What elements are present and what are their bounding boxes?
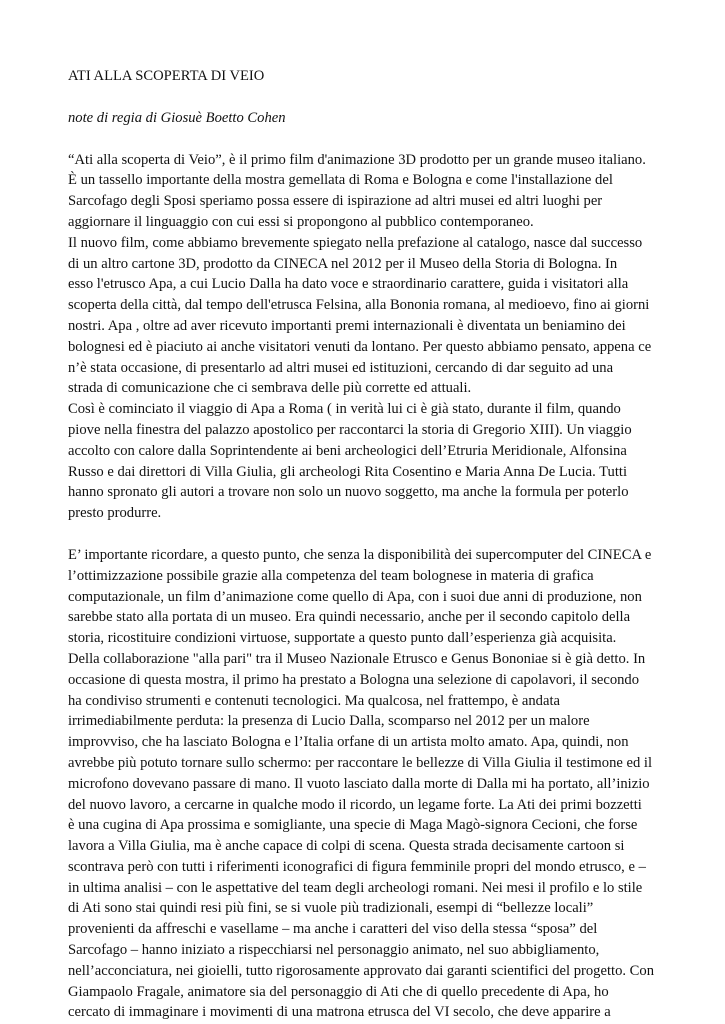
- text-line: bolognesi ed è piaciuto ai anche visitatori venuti da lontano. Per questo abbiamo pensato, appena ce: [68, 338, 652, 355]
- text-line: Il nuovo film, come abbiamo brevemente spiegato nella prefazione al catalogo, nasce dal successo: [68, 234, 643, 251]
- text-line: avrebbe più potuto tornare sullo schermo: per raccontare le bellezze di Villa Giulia il testimone ed il: [68, 754, 653, 771]
- paragraph-1: [68, 150, 668, 524]
- text-line: Sarcofago – hanno iniziato a rispecchiarsi nel personaggio animato, nel suo abbigliamento,: [68, 942, 600, 959]
- text-line: aggiornare il linguaggio con cui essi si propongono al pubblico contemporaneo.: [68, 213, 534, 230]
- document-title: ATI ALLA SCOPERTA DI VEIO: [68, 68, 265, 84]
- text-line: è una cugina di Apa prossima e somigliante, una specie di Maga Magò-signora Cecioni, che forse: [68, 817, 638, 834]
- document-subtitle: note di regia di Giosuè Boetto Cohen: [68, 109, 286, 126]
- text-line: provenienti da affreschi e vasellame – ma anche i caratteri del viso della stessa “sposa” del: [68, 921, 598, 938]
- paragraph-2: [68, 545, 668, 1023]
- text-line: strada di comunicazione che ci sembrava delle più corrette ed attuali.: [68, 380, 472, 397]
- text-line: sarebbe stato alla portata di un museo. Era quindi necessario, anche per il secondo capitolo della: [68, 609, 631, 626]
- text-line: hanno spronato gli autori a trovare non solo un nuovo soggetto, ma anche la formula per poterlo: [68, 484, 629, 501]
- text-line: Della collaborazione "alla pari" tra il Museo Nazionale Etrusco e Genus Bononiae si è già detto. In: [68, 650, 646, 667]
- text-line: del nuovo lavoro, a cercarne in qualche modo il ricordo, un legame forte. La Ati dei primi bozzetti: [68, 796, 642, 813]
- text-line: Giampaolo Fragale, animatore sia del personaggio di Ati che di quello precedente di Apa, ho: [68, 983, 609, 1000]
- text-line: nell’acconciatura, nei gioielli, tutto rigorosamente approvato dai garanti scientifici del progetto. Con: [68, 962, 654, 979]
- text-line: improvviso, che ha lasciato Bologna e l’Italia orfane di un artista molto amato. Apa, quindi, non: [68, 734, 629, 751]
- text-line: di un altro cartone 3D, prodotto da CINECA nel 2012 per il Museo della Storia di Bologna. In: [68, 255, 618, 272]
- text-line: computazionale, un film d’animazione come quello di Apa, con i suoi due anni di produzione, non: [68, 588, 642, 605]
- text-line: scoperta della città, dal tempo dell'etrusca Felsina, alla Bononia romana, al medioevo, fino ai giorni: [68, 297, 650, 314]
- text-line: nostri. Apa , oltre ad aver ricevuto importanti premi internazionali è diventata un beniamino dei: [68, 317, 626, 334]
- text-line: storia, ricostituire condizioni virtuose, supportate a questo punto dall’esperienza già acquisita.: [68, 630, 617, 647]
- text-line: Così è cominciato il viaggio di Apa a Roma ( in verità lui ci è già stato, durante il film, quando: [68, 401, 621, 418]
- text-line: scontrava però con tutti i riferimenti iconografici di figura femminile propri del mondo etrusco, e –: [68, 858, 646, 875]
- text-line: E’ importante ricordare, a questo punto, che senza la disponibilità dei supercomputer del CINECA e: [68, 546, 652, 563]
- text-line: È un tassello importante della mostra gemellata di Roma e Bologna e come l'installazione del: [68, 172, 613, 189]
- text-line: in ultima analisi – con le aspettative del team degli archeologi romani. Nei mesi il profilo e lo stile: [68, 879, 643, 896]
- text-line: microfono dovevano passare di mano. Il vuoto lasciato dalla morte di Dalla mi ha portato, all’inizio: [68, 775, 650, 792]
- text-line: Sarcofago degli Sposi speriamo possa essere di ispirazione ad altri musei ed altri luoghi per: [68, 193, 603, 210]
- text-line: l’ottimizzazione possibile grazie alla competenza del team bolognese in materia di grafica: [68, 567, 594, 584]
- text-line: cercato di immaginare i movimenti di una matrona etrusca del VI secolo, che deve apparire a: [68, 1004, 611, 1021]
- text-line: ha condiviso strumenti e contenuti tecnologici. Ma qualcosa, nel frattempo, è andata: [68, 692, 560, 709]
- text-line: n’è stata occasione, di presentarlo ad altri musei ed istituzioni, cercando di dar seguito ad una: [68, 359, 614, 376]
- text-line: accolto con calore dalla Soprintendente ai beni archeologici dell’Etruria Meridionale, Alfonsina: [68, 442, 627, 459]
- text-line: lavora a Villa Giulia, ma è anche capace di colpi di scena. Questa strada decisamente cartoon si: [68, 838, 625, 855]
- text-line: “Ati alla scoperta di Veio”, è il primo film d'animazione 3D prodotto per un grande museo italiano.: [68, 151, 646, 168]
- text-line: Russo e dai direttori di Villa Giulia, gli archeologi Rita Cosentino e Maria Anna De Lucia. Tutti: [68, 463, 628, 480]
- text-line: occasione di questa mostra, il primo ha prestato a Bologna una selezione di capolavori, il secondo: [68, 671, 640, 688]
- text-line: irrimediabilmente perduta: la presenza di Lucio Dalla, scomparso nel 2012 per un malore: [68, 713, 590, 730]
- text-line: di Ati sono stai quindi resi più fini, se si vuole più tradizionali, esempi di “bellezze locali”: [68, 900, 594, 917]
- text-line: esso l'etrusco Apa, a cui Lucio Dalla ha dato voce e straordinario carattere, guida i visitatori alla: [68, 276, 629, 293]
- document-page: [68, 58, 668, 1023]
- text-line: piove nella finestra del palazzo apostolico per raccontarci la storia di Gregorio XIII). Un viaggio: [68, 421, 632, 438]
- text-line: presto produrre.: [68, 505, 162, 522]
